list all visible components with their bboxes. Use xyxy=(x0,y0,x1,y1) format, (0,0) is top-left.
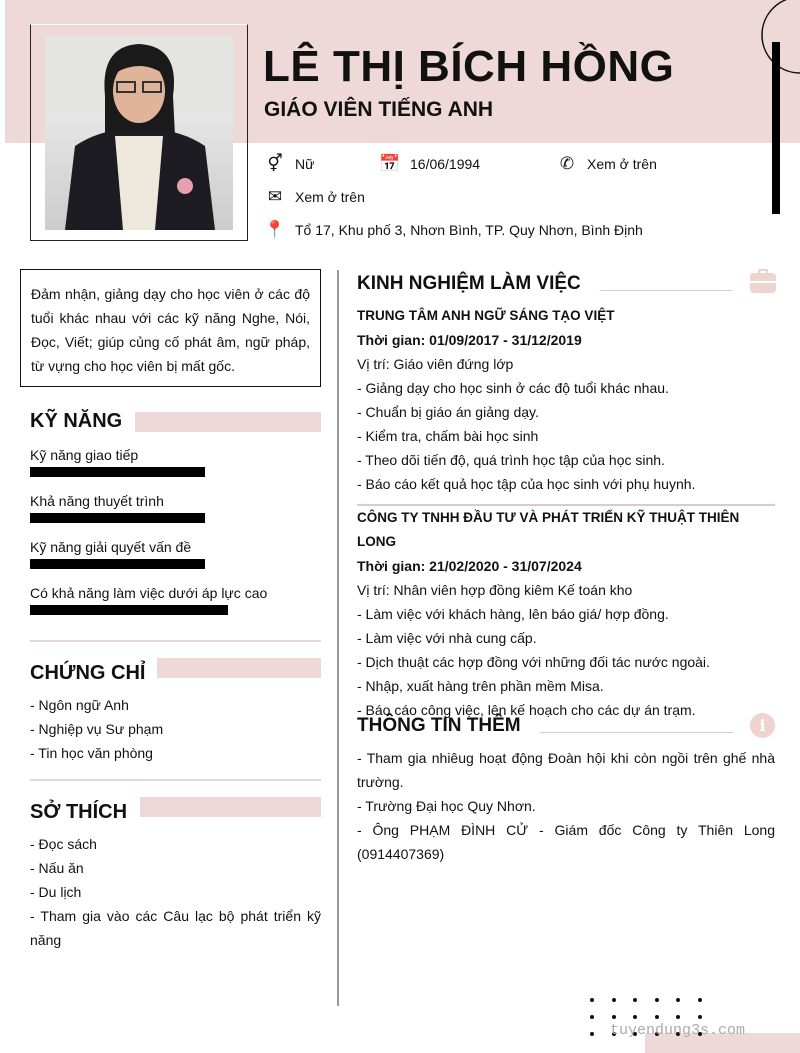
divider xyxy=(30,640,321,642)
hobby-item: - Đọc sách xyxy=(30,836,97,852)
skill-label: Có khả năng làm việc dưới áp lực cao xyxy=(30,585,268,601)
skill-label: Kỹ năng giao tiếp xyxy=(30,447,139,463)
divider xyxy=(30,779,321,781)
job-line: - Chuẩn bị giáo án giảng dạy. xyxy=(357,404,539,420)
certificates-list xyxy=(30,693,163,765)
job-1 xyxy=(357,304,775,496)
location-pin-icon: 📍 xyxy=(264,220,286,239)
certificate-item: - Nghiệp vụ Sư phạm xyxy=(30,721,164,737)
job-line: - Kiểm tra, chấm bài học sinh xyxy=(357,428,539,444)
certificate-item: - Ngôn ngữ Anh xyxy=(30,697,129,713)
job-period: Thời gian: 21/02/2020 - 31/07/2024 xyxy=(357,558,582,574)
dob-info xyxy=(380,154,480,174)
experience-heading: KINH NGHIỆM LÀM VIỆC xyxy=(357,273,581,294)
job-line: - Báo cáo kết quả học tập của học sinh với phụ huynh. xyxy=(357,476,696,492)
skill-item xyxy=(30,535,320,581)
watermark: tuyendung3s.com xyxy=(610,1022,746,1039)
skill-item xyxy=(30,581,320,627)
job-2 xyxy=(357,506,775,722)
job-line: - Theo dõi tiến độ, quá trình học tập của học sinh. xyxy=(357,452,665,468)
more-info-line: - Trường Đại học Quy Nhơn. xyxy=(357,798,536,814)
skill-item xyxy=(30,489,320,535)
heading-line xyxy=(600,290,733,291)
skill-bar xyxy=(30,513,205,523)
job-line: - Nhập, xuất hàng trên phần mềm Misa. xyxy=(357,678,604,694)
summary-box: Đảm nhận, giảng dạy cho học viên ở các độ tuổi khác nhau với các kỹ năng Nghe, Nói, Đọc, Viết; giúp củng cố phát âm, ngữ pháp, từ vựng cho học viên bị mất gốc. xyxy=(20,269,321,387)
email-value: Xem ở trên xyxy=(295,189,365,205)
skill-label: Kỹ năng giải quyết vấn đề xyxy=(30,539,192,555)
skill-bar xyxy=(30,467,205,477)
skill-bar xyxy=(30,605,228,615)
hobby-item: - Du lịch xyxy=(30,884,82,900)
info-icon: i xyxy=(750,713,775,738)
more-info-heading: THÔNG TIN THÊM xyxy=(357,715,521,736)
address-info xyxy=(265,220,643,240)
job-line: - Báo cáo công việc, lên kế hoạch cho các dự án trạm. xyxy=(357,702,696,718)
hobby-item: - Tham gia vào các Câu lạc bộ phát triển kỹ năng xyxy=(30,908,321,948)
more-info-list xyxy=(357,746,775,866)
job-line: - Làm việc với nhà cung cấp. xyxy=(357,630,537,646)
heading-bar xyxy=(140,797,321,817)
hobbies-list xyxy=(30,832,321,952)
calendar-icon: 📅 xyxy=(379,154,401,173)
gender-icon: ⚥ xyxy=(267,154,283,173)
more-info-line: - Tham gia nhiêug hoạt động Đoàn hội khi còn ngồi trên ghế nhà trường. xyxy=(357,750,775,790)
candidate-name: LÊ THỊ BÍCH HỒNG xyxy=(263,42,675,91)
gender-info xyxy=(265,154,314,174)
skills-heading: KỸ NĂNG xyxy=(30,410,123,432)
decor-bar xyxy=(772,42,780,214)
job-line: Vị trí: Giáo viên đứng lớp xyxy=(357,356,514,372)
profile-photo xyxy=(45,36,233,230)
company-name: CÔNG TY TNHH ĐẦU TƯ VÀ PHÁT TRIỂN KỸ THUẬT THIÊN LONG xyxy=(357,510,740,549)
heading-line xyxy=(540,732,733,733)
phone-icon: ✆ xyxy=(559,154,575,173)
skill-item xyxy=(30,443,320,489)
job-line: - Dịch thuật các hợp đồng với những đối tác nước ngoài. xyxy=(357,654,710,670)
hobbies-heading: SỞ THÍCH xyxy=(30,801,128,823)
job-period: Thời gian: 01/09/2017 - 31/12/2019 xyxy=(357,332,582,348)
address-value: Tổ 17, Khu phố 3, Nhơn Bình, TP. Quy Nhơn, Bình Định xyxy=(295,222,643,238)
job-line: Vị trí: Nhân viên hợp đồng kiêm Kế toán kho xyxy=(357,582,633,598)
job-title: GIÁO VIÊN TIẾNG ANH xyxy=(264,98,494,121)
email-info xyxy=(265,187,365,207)
certificate-item: - Tin học văn phòng xyxy=(30,745,153,761)
skill-label: Khả năng thuyết trình xyxy=(30,493,164,509)
envelope-icon: ✉ xyxy=(267,187,283,206)
phone-info xyxy=(557,154,657,174)
hobby-item: - Nấu ăn xyxy=(30,860,84,876)
phone-value: Xem ở trên xyxy=(587,156,657,172)
company-name: TRUNG TÂM ANH NGỮ SÁNG TẠO VIỆT xyxy=(357,308,615,323)
column-divider xyxy=(337,270,339,1006)
skills-list xyxy=(30,443,320,627)
skill-bar xyxy=(30,559,205,569)
heading-bar xyxy=(135,412,321,432)
decor-circle xyxy=(760,0,800,76)
more-info-line: - Ông PHẠM ĐÌNH CỬ - Giám đốc Công ty Thiên Long (0914407369) xyxy=(357,822,775,862)
heading-bar xyxy=(157,658,321,678)
job-line: - Giảng dạy cho học sinh ở các độ tuổi khác nhau. xyxy=(357,380,669,396)
briefcase-icon xyxy=(750,273,776,293)
certificates-heading: CHỨNG CHỈ xyxy=(30,662,146,684)
job-line: - Làm việc với khách hàng, lên báo giá/ hợp đồng. xyxy=(357,606,669,622)
dob-value: 16/06/1994 xyxy=(410,156,481,172)
gender-value: Nữ xyxy=(295,156,315,172)
